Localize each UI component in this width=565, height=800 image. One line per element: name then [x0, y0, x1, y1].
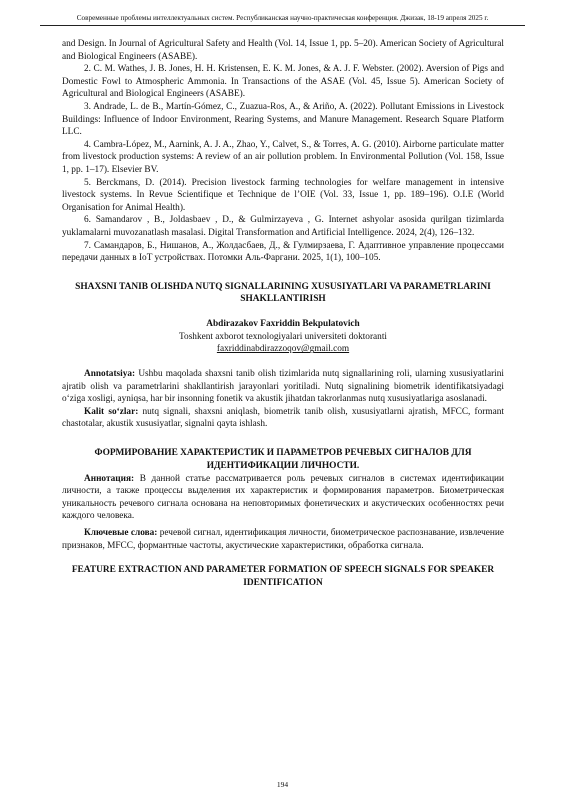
- reference-item: 2. C. M. Wathes, J. B. Jones, H. H. Kristensen, E. K. M. Jones, & A. J. F. Webster. (2002). Aversion of Pigs and Domestic Fowl to Atmospheric Ammonia. In Transactions of the ASAE (Vol. 45, Issue 5). American Society of Agricultural and Biological Engineers (ASABE).: [62, 64, 504, 100]
- ru-article-title: ФОРМИРОВАНИЕ ХАРАКТЕРИСТИК И ПАРАМЕТРОВ РЕЧЕВЫХ СИГНАЛОВ ДЛЯ ИДЕНТИФИКАЦИИ ЛИЧНОСТИ.: [94, 448, 472, 471]
- uz-article: [62, 281, 504, 431]
- page-content: [62, 38, 504, 590]
- ru-keywords-text: речевой сигнал, идентификация личности, биометрическое распознавание, извлечение признаков, MFCC, формантные частоты, акустические характеристики, обработка сигнала.: [62, 528, 504, 551]
- uz-abstract: [62, 368, 504, 406]
- author-name: Abdirazakov Faxriddin Bekpulatovich: [206, 319, 360, 330]
- page-number: 194: [276, 780, 289, 789]
- reference-item: 7. Самандаров, Б., Нишанов, А., Жолдасбаев, Д., & Гулмирзаева, Г. Адаптивное управление процессами передачи данных в IoT устройствах. Потомки Аль-Фаргани. 2025, 1(1), 100–105.: [62, 240, 504, 264]
- ru-abstract-text: В данной статье рассматривается роль речевых сигналов в системах идентификации личности, а также процессы выделения их характеристик и формирования параметров. Биометрическая уникальность речевого сигнала основана на неповторимых фонетических и акустических особенностях речи каждого человека.: [62, 473, 504, 522]
- uz-keywords-text: nutq signali, shaxsni aniqlash, biometrik tanib olish, xususiyatlarni ajratish, MFCC, formant chastotalar, akustik xususiyatlar, signalni qayta ishlash.: [62, 406, 504, 430]
- ru-abstract: [62, 473, 504, 523]
- ru-keywords: [62, 527, 504, 552]
- reference-item: 3. Andrade, L. de B., Martín-Gómez, C., Zuazua-Ros, A., & Ariño, A. (2022). Pollutant Emissions in Livestock Buildings: Influence of Indoor Environment, Rearing Systems, and Manure Management. Research Square Platform LLC.: [62, 101, 504, 138]
- reference-item: and Design. In Journal of Agricultural Safety and Health (Vol. 14, Issue 1, pp. 5–20). American Society of Agricultural and Biological Engineers (ASABE).: [62, 39, 504, 62]
- author-affiliation: Toshkent axborot texnologiyalari universiteti doktoranti: [179, 331, 387, 342]
- ru-article: [62, 447, 504, 552]
- uz-keywords: [62, 406, 504, 431]
- ru-keywords-label: Ключевые слова:: [84, 528, 158, 538]
- uz-keywords-label: Kalit so‘zlar:: [84, 406, 139, 417]
- uz-abstract-label: Annotatsiya:: [84, 369, 136, 380]
- ru-abstract-label: Аннотация:: [84, 473, 135, 484]
- author-email-row: [62, 343, 504, 356]
- en-article-title: FEATURE EXTRACTION AND PARAMETER FORMATION OF SPEECH SIGNALS FOR SPEAKER IDENTIFICATION: [71, 565, 495, 588]
- reference-item: 6. Samandarov , B., Joldasbaev , D., & Gulmirzayeva , G. Internet ashyolar asosida qurilgan tizimlarda yuklamalarni muvozanatlash masalasi. Digital Transformation and Artificial Intelligence. 2024, 2(4), 126–132.: [62, 215, 504, 238]
- uz-article-title: SHAXSNI TANIB OLISHDA NUTQ SIGNALLARINING XUSUSIYATLARI VA PARAMETRLARINI SHAKLLANTIRISH: [75, 281, 491, 305]
- reference-list: [62, 38, 504, 265]
- author-email-link[interactable]: faxriddinabdirazzoqov@gmail.com: [216, 344, 350, 355]
- reference-item: 4. Cambra-López, M., Aarnink, A. J. A., Zhao, Y., Calvet, S., & Torres, A. G. (2010). Airborne particulate matter from livestock production systems: A review of an air pollution problem. In Environmental Pollution (Vol. 158, Issue 1, pp. 1–17). Elsevier BV.: [62, 139, 504, 175]
- en-article: [62, 564, 504, 590]
- reference-item: 5. Berckmans, D. (2014). Precision livestock farming technologies for welfare management in intensive livestock systems. In Revue Scientifique et Technique de l’OIE (Vol. 33, Issue 1, pp. 189–196). O.I.E (World Organisation for Animal Health).: [62, 177, 504, 213]
- running-header: Современные проблемы интеллектуальных систем. Республиканская научно-практическая конференция. Джизак, 18-19 апреля 2025 г.: [40, 14, 525, 26]
- uz-abstract-text: Ushbu maqolada shaxsni tanib olish tizimlarida nutq signallarining roli, ularning xususiyatlarini ajratib olish va parametrlarini shakllantirish jarayonlari yoritiladi. Nutq signalining biometrik identifikatsiyadagi o‘ziga xosligi, ayniqsa, har bir insonning fonetik va akustik jihatdan takrorlanmas nutq xususiyatlariga asoslanadi.: [62, 369, 504, 405]
